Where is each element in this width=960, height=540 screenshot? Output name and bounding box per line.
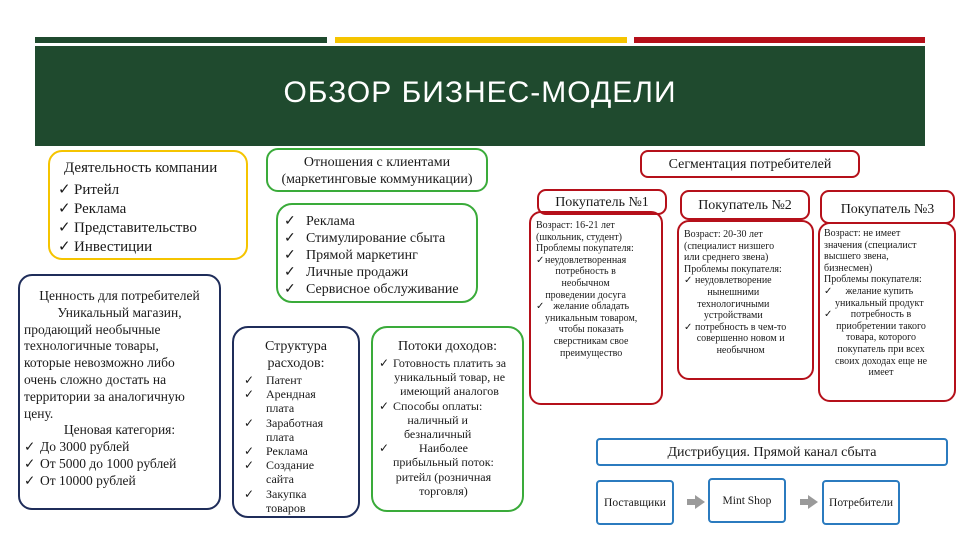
chain-consumers: Потребители bbox=[829, 497, 893, 509]
check-icon: ✓ bbox=[58, 239, 71, 255]
relations-title-2: (маркетинговые коммуникации) bbox=[281, 172, 473, 187]
check-icon: ✓ bbox=[244, 444, 255, 459]
check-icon: ✓ bbox=[379, 441, 390, 456]
list-item: ✓ Арендная плата bbox=[244, 387, 316, 416]
check-icon: ✓ bbox=[58, 220, 71, 236]
check-icon: ✓ bbox=[244, 387, 255, 402]
check-icon: ✓ bbox=[58, 201, 71, 217]
revenue-list bbox=[379, 356, 506, 498]
relations-title-1: Отношения с клиентами bbox=[303, 155, 451, 170]
check-icon: ✓ bbox=[284, 282, 296, 297]
list-item: ✓ Создание сайта bbox=[244, 458, 315, 487]
check-icon: ✓ bbox=[284, 265, 296, 280]
header-banner bbox=[35, 46, 925, 146]
relations-title-box bbox=[266, 148, 488, 192]
check-icon: ✓ bbox=[244, 486, 255, 501]
list-item: ✓ Наиболее прибыльный поток: ритейл (розничная торговля) bbox=[379, 441, 494, 498]
costs-list bbox=[244, 373, 323, 515]
chain-suppliers-box bbox=[596, 480, 674, 525]
list-item: ✓ неудовлетворение нынешними технологичными устройствами bbox=[684, 275, 772, 322]
check-icon: ✓ bbox=[24, 455, 36, 471]
value-proposition-box bbox=[18, 274, 221, 510]
buyer-2-title-box bbox=[680, 190, 810, 220]
list-item: ✓ желание обладать уникальным товаром, чтобы показать сверстникам свое преимущество bbox=[536, 301, 638, 359]
list-item: ✓ Готовность платить за уникальный товар, не имеющий аналогов bbox=[379, 356, 507, 399]
buyer-3-name: Покупатель №3 bbox=[840, 202, 935, 217]
relations-list bbox=[284, 213, 459, 298]
list-item: ✓ От 10000 рублей bbox=[24, 472, 136, 488]
buyer-1-name: Покупатель №1 bbox=[555, 195, 649, 210]
check-icon: ✓ bbox=[284, 214, 296, 229]
check-icon: ✓ bbox=[379, 398, 390, 413]
activity-title: Деятельность компании bbox=[64, 160, 218, 176]
check-icon: ✓ bbox=[244, 415, 255, 430]
chain-suppliers: Поставщики bbox=[604, 497, 666, 509]
list-item: ✓ Патент bbox=[244, 373, 302, 387]
list-item: ✓ До 3000 рублей bbox=[24, 439, 130, 455]
revenue-box bbox=[371, 326, 524, 512]
chain-consumers-box bbox=[822, 480, 900, 525]
list-item: ✓ потребность в чем-то совершенно новом и необычном bbox=[684, 321, 787, 356]
top-bar-green bbox=[35, 37, 327, 43]
distribution-title: Дистрибуция. Прямой канал сбыта bbox=[667, 445, 877, 460]
list-item: ✓ потребность в приобретении такого товара, которого покупатель при всех своих доходах еще не имеет bbox=[824, 309, 928, 379]
buyer-1-box bbox=[529, 211, 663, 405]
chain-arrow-icon bbox=[695, 495, 705, 509]
check-icon: ✓ bbox=[284, 231, 296, 246]
buyer-3-text: Возраст: не имеет значения (специалист высшего звена, бизнесмен) Проблемы покупателя: ✓ желание купить уникальный продукт ✓ потребность в приобретении такого товара, которого покупатель при всех своих доходах еще не имеет bbox=[824, 228, 928, 379]
check-icon: ✓ bbox=[536, 254, 545, 266]
list-item: ✓ Реклама bbox=[284, 214, 355, 229]
buyer-2-box bbox=[677, 220, 814, 380]
check-icon: ✓ bbox=[58, 182, 71, 198]
list-item: ✓ Ритейл bbox=[58, 182, 120, 198]
check-icon: ✓ bbox=[24, 472, 36, 488]
costs-title-1: Структура bbox=[264, 339, 328, 354]
check-icon: ✓ bbox=[684, 321, 693, 333]
costs-box bbox=[232, 326, 360, 518]
list-item: ✓ Способы оплаты: наличный и безналичный bbox=[379, 398, 483, 442]
list-item: ✓ Инвестиции bbox=[58, 239, 153, 255]
top-bar-yellow bbox=[335, 37, 627, 43]
buyer-2-name: Покупатель №2 bbox=[698, 198, 792, 213]
list-item: ✓ неудовлетворенная потребность в необычном проведении досуга bbox=[536, 254, 627, 301]
list-item: ✓ Представительство bbox=[58, 220, 197, 236]
buyer-2-text: Возраст: 20-30 лет (специалист низшего или среднего звена) Проблемы покупателя: ✓ неудовлетворение нынешними технологичными устройствами ✓ потребность в чем-то совершенно новом и необычном bbox=[684, 229, 787, 356]
revenue-title: Потоки доходов: bbox=[397, 339, 498, 354]
list-item: ✓ желание купить уникальный продукт bbox=[824, 285, 924, 309]
list-item: ✓ Сервисное обслуживание bbox=[284, 282, 459, 297]
check-icon: ✓ bbox=[284, 248, 296, 263]
buyer-3-title-box bbox=[820, 190, 955, 224]
list-item: ✓ Заработная плата bbox=[244, 415, 324, 444]
value-text: Ценность для потребителей Уникальный магазин, продающий необычные технологичные товары, которые невозможно либо очень сложно достать на территории за аналогичную цену. Ценовая категория: ✓ До 3000 рублей ✓ От 5000 до 1000 рублей ✓ От 10000 рублей bbox=[20, 288, 219, 490]
list-item: ✓ Стимулирование сбыта bbox=[284, 231, 446, 246]
distribution-title-box bbox=[596, 438, 948, 466]
activity-box bbox=[48, 150, 248, 260]
list-item: ✓ Личные продажи bbox=[284, 265, 409, 280]
chain-arrow-icon bbox=[808, 495, 818, 509]
check-icon: ✓ bbox=[379, 356, 390, 370]
list-item: ✓ Реклама bbox=[244, 444, 308, 459]
segmentation-title: Сегментация потребителей bbox=[668, 157, 832, 172]
page-title: ОБЗОР БИЗНЕС-МОДЕЛИ bbox=[283, 76, 677, 109]
chain-shop-box bbox=[708, 478, 786, 523]
relations-list-box bbox=[276, 203, 478, 303]
check-icon: ✓ bbox=[824, 285, 833, 297]
chain-shop: Mint Shop bbox=[722, 495, 772, 507]
check-icon: ✓ bbox=[244, 373, 255, 387]
top-bar-red bbox=[634, 37, 925, 43]
activity-list bbox=[58, 181, 197, 257]
costs-title-2: расходов: bbox=[267, 356, 325, 371]
check-icon: ✓ bbox=[536, 301, 545, 313]
list-item: ✓ От 5000 до 1000 рублей bbox=[24, 455, 177, 471]
buyer-3-box bbox=[818, 222, 956, 402]
list-item: ✓ Закупка товаров bbox=[244, 486, 307, 515]
list-item: ✓ Прямой маркетинг bbox=[284, 248, 418, 263]
check-icon: ✓ bbox=[24, 439, 36, 455]
check-icon: ✓ bbox=[244, 458, 255, 473]
check-icon: ✓ bbox=[684, 275, 693, 287]
list-item: ✓ Реклама bbox=[58, 201, 127, 217]
check-icon: ✓ bbox=[824, 309, 833, 321]
buyer-1-text: Возраст: 16-21 лет (школьник, студент) Проблемы покупателя: ✓ неудовлетворенная потребность в необычном проведении досуга ✓ желание обладать уникальным товаром, чтобы показать сверстникам свое преимущество bbox=[536, 220, 638, 359]
segmentation-title-box bbox=[640, 150, 860, 178]
